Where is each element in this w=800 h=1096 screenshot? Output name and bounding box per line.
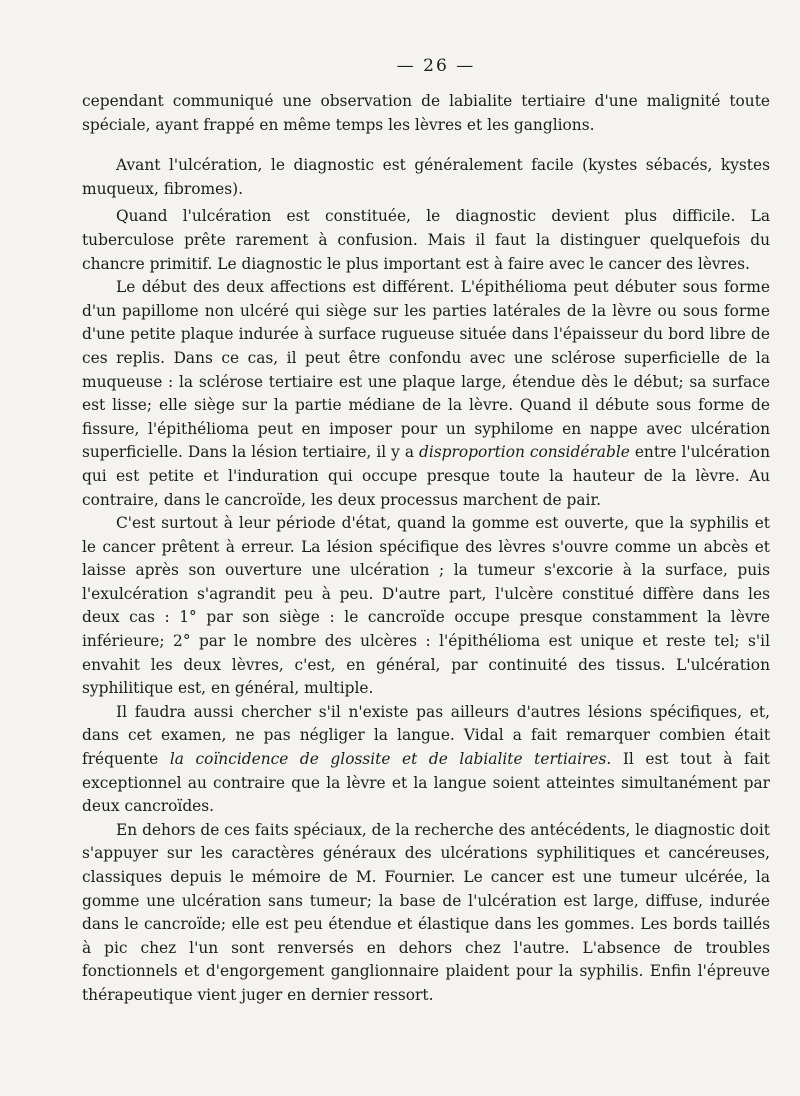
paragraph-text: . Il est tout à fait exceptionnel au contraire que la lèvre et la langue soient atteintes simultanément par deux cancroïdes. (82, 750, 770, 816)
paragraph-period-of-state: C'est surtout à leur période d'état, quand la gomme est ouverte, que la syphilis et le cancer prêtent à erreur. La lésion spécifique des lèvres s'ouvre comme un abcès et laisse après son ouverture une ulcération ; la tumeur s'excorie à la surface, puis l'exulcération s'agrandit peu à peu. D'autre part, l'ulcère constitué diffère dans les deux cas : 1° par son siège : le cancroïde occupe presque constamment la lèvre inférieure; 2° par le nombre des ulcères : l'épithélioma est unique et reste tel; s'il envahit les deux lèvres, c'est, en général, par continuité des tissus. L'ulcération syphilitique est, en général, multiple. (82, 514, 770, 698)
page-number: — 26 — (396, 56, 476, 76)
emphasis-text: disproportion considérable (418, 443, 630, 462)
paragraph-text: entre l'ulcération qui est petite et l'induration qui occupe presque toute la hauteur de la lèvre. Au contraire, dans le cancroïde, les deux processus marchent de pair. (82, 443, 770, 509)
paragraph-diagnosis-ulceration: Quand l'ulcération est constituée, le diagnostic devient plus difficile. La tuberculose prête rarement à confusion. Mais il faut la distinguer quelquefois du chancre primitif. Le diagnostic le plus important est à faire avec le cancer des lèvres. (82, 207, 770, 273)
paragraph-diagnosis-before-ulceration: Avant l'ulcération, le diagnostic est généralement facile (kystes sébacés, kystes muqueux, fibromes). (82, 156, 770, 198)
paragraph-text: Le début des deux affections est différent. L'épithélioma peut débuter sous forme d'un papillome non ulcéré qui siège sur les parties latérales de la lèvre ou sous forme d'une petite plaque indurée à surface rugueuse située dans l'épaisseur du bord libre de ces replis. Dans ce cas, il peut être confondu avec une sclérose superficielle de la muqueuse : la sclérose tertiaire est une plaque large, étendue dès le début; sa surface est lisse; elle siège sur la partie médiane de la lèvre. Quand il débute sous forme de fissure, l'épithélioma peut en imposer pour un syphilome en nappe avec ulcération superficielle. Dans la lésion tertiaire, il y a (82, 278, 770, 462)
paragraph-continuation: cependant communiqué une observation de labialite tertiaire d'une malignité toute spéciale, ayant frappé en même temps les lèvres et les ganglions. (82, 92, 770, 134)
paragraph-text: Il faudra aussi chercher s'il n'existe pas ailleurs d'autres lésions spécifiques, et, dans cet examen, ne pas négliger la langue. Vidal a fait remarquer combien était fréquente (82, 702, 770, 769)
paragraph-general-characters: En dehors de ces faits spéciaux, de la recherche des antécédents, le diagnostic doit s'appuyer sur les caractères généraux des ulcérations syphilitiques et cancéreuses, classiques depuis le mémoire de M. Fournier. Le cancer est une tumeur ulcérée, la gomme une ulcération sans tumeur; la base de l'ulcération est large, diffuse, indurée dans le cancroïde; elle est peu étendue et élastique dans les gommes. Les bords taillés à pic chez l'un sont renversés en dehors chez l'autre. L'absence de troubles fonctionnels et d'engorgement ganglionnaire plaident pour la syphilis. Enfin l'épreuve thérapeutique vient juger en dernier ressort. (82, 820, 770, 1004)
paragraph-tongue-examination (82, 701, 770, 819)
emphasis-text: la coïncidence de glossite et de labialite tertiaires (169, 750, 607, 769)
paragraph-onset-comparison (82, 276, 770, 512)
